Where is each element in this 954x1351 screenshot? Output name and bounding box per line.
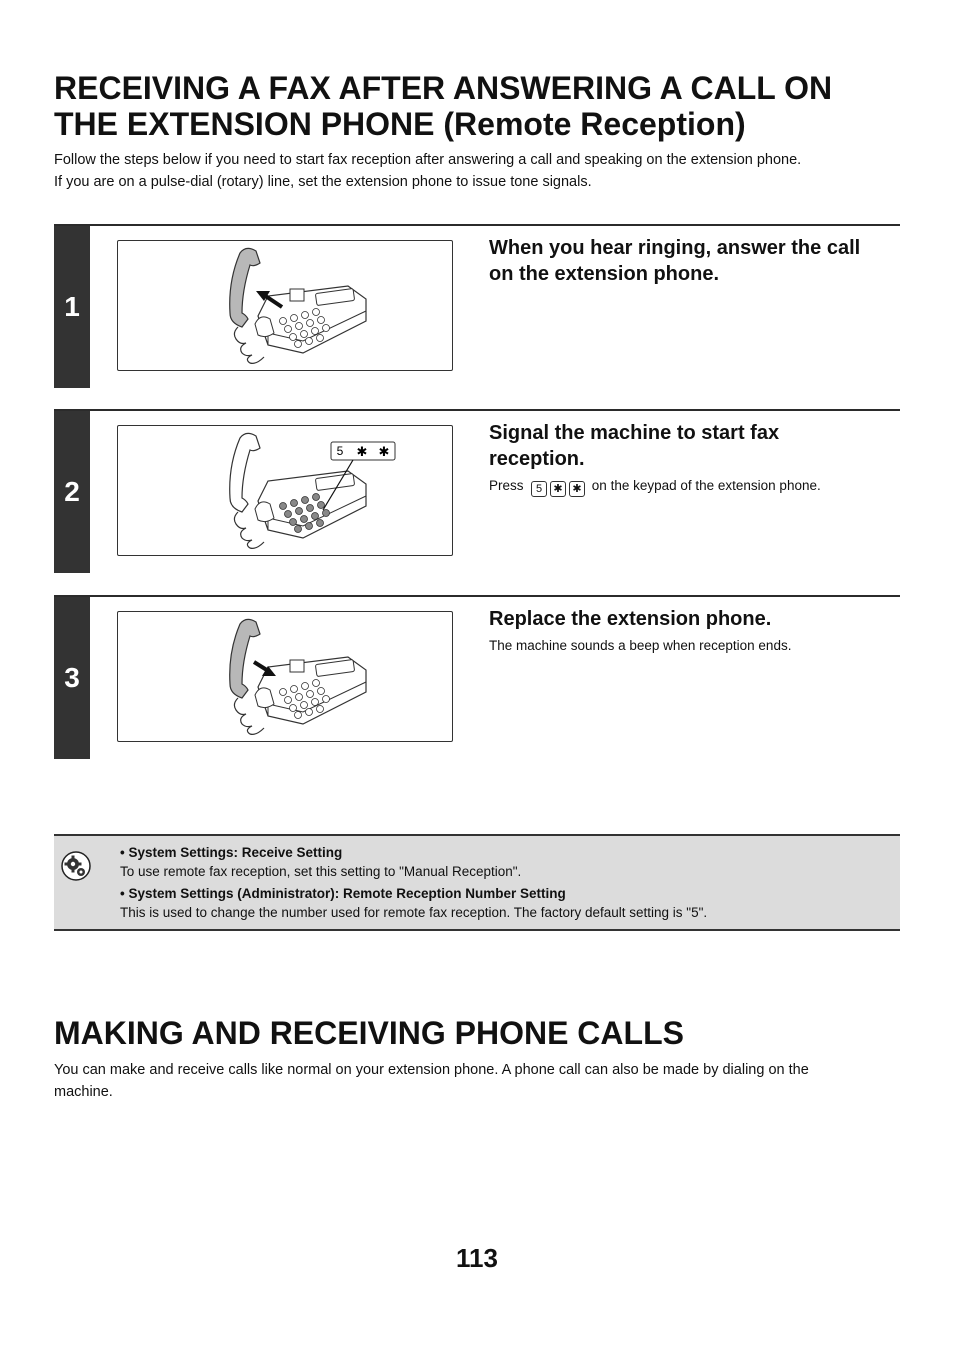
key-star: ✱ bbox=[550, 481, 566, 497]
intro-line2: machine. bbox=[54, 1083, 113, 1100]
step-title-line1: Replace the extension phone. bbox=[489, 608, 772, 630]
intro-line2: If you are on a pulse-dial (rotary) line, set the extension phone to issue tone signals. bbox=[54, 173, 592, 190]
note-item-2-title: • System Settings (Administrator): Remote Reception Number Setting bbox=[120, 886, 566, 901]
section-title: MAKING AND RECEIVING PHONE CALLS bbox=[54, 1015, 684, 1051]
step-2 bbox=[54, 409, 900, 575]
page-title bbox=[54, 70, 832, 142]
step-number: 1 bbox=[54, 226, 90, 388]
step-description: The machine sounds a beep when reception ends. bbox=[489, 638, 792, 653]
note-item-1-title: • System Settings: Receive Setting bbox=[120, 845, 343, 860]
step-number: 2 bbox=[54, 411, 90, 573]
note-item-2-desc: This is used to change the number used for remote fax reception. The factory default setting is "5". bbox=[120, 905, 708, 920]
note-item-1-desc: To use remote fax reception, set this setting to "Manual Reception". bbox=[120, 864, 522, 879]
intro-line1: Follow the steps below if you need to start fax reception after answering a call and speaking on the extension phone. bbox=[54, 152, 802, 168]
step-description bbox=[489, 477, 821, 497]
step-title-line2: on the extension phone. bbox=[489, 263, 720, 285]
page-title-line2: THE EXTENSION PHONE (Remote Reception) bbox=[54, 106, 746, 142]
svg-text:5: 5 bbox=[336, 444, 344, 458]
page-title-line1: RECEIVING A FAX AFTER ANSWERING A CALL ON bbox=[54, 70, 833, 106]
system-settings-note bbox=[54, 834, 900, 931]
illustration-answer-phone bbox=[117, 240, 453, 371]
key-5: 5 bbox=[531, 481, 547, 497]
keypad-dial-icon bbox=[118, 426, 452, 555]
key-star: ✱ bbox=[569, 481, 585, 497]
svg-text:✱: ✱ bbox=[356, 444, 368, 459]
desc-suffix: on the keypad of the extension phone. bbox=[591, 478, 821, 493]
step-title bbox=[489, 606, 894, 632]
illustration-dial-keypad bbox=[117, 425, 453, 556]
svg-text:✱: ✱ bbox=[378, 444, 390, 459]
section-intro bbox=[54, 1060, 809, 1103]
illustration-replace-phone bbox=[117, 611, 453, 742]
step-3 bbox=[54, 595, 900, 761]
handset-lift-icon bbox=[118, 241, 452, 370]
section-intro bbox=[54, 150, 801, 193]
step-number: 3 bbox=[54, 597, 90, 759]
settings-gear-icon bbox=[60, 850, 92, 882]
step-title-line1: Signal the machine to start fax bbox=[489, 422, 780, 444]
handset-replace-icon bbox=[118, 612, 452, 741]
step-title bbox=[489, 420, 894, 472]
desc-prefix: Press bbox=[489, 478, 524, 493]
intro-line1: You can make and receive calls like normal on your extension phone. A phone call can also be made by dialing on the bbox=[54, 1062, 809, 1078]
page-number: 113 bbox=[456, 1243, 498, 1273]
step-title-line2: reception. bbox=[489, 448, 585, 470]
step-title bbox=[489, 235, 894, 287]
step-title-line1: When you hear ringing, answer the call bbox=[489, 237, 861, 259]
step-1 bbox=[54, 224, 900, 390]
